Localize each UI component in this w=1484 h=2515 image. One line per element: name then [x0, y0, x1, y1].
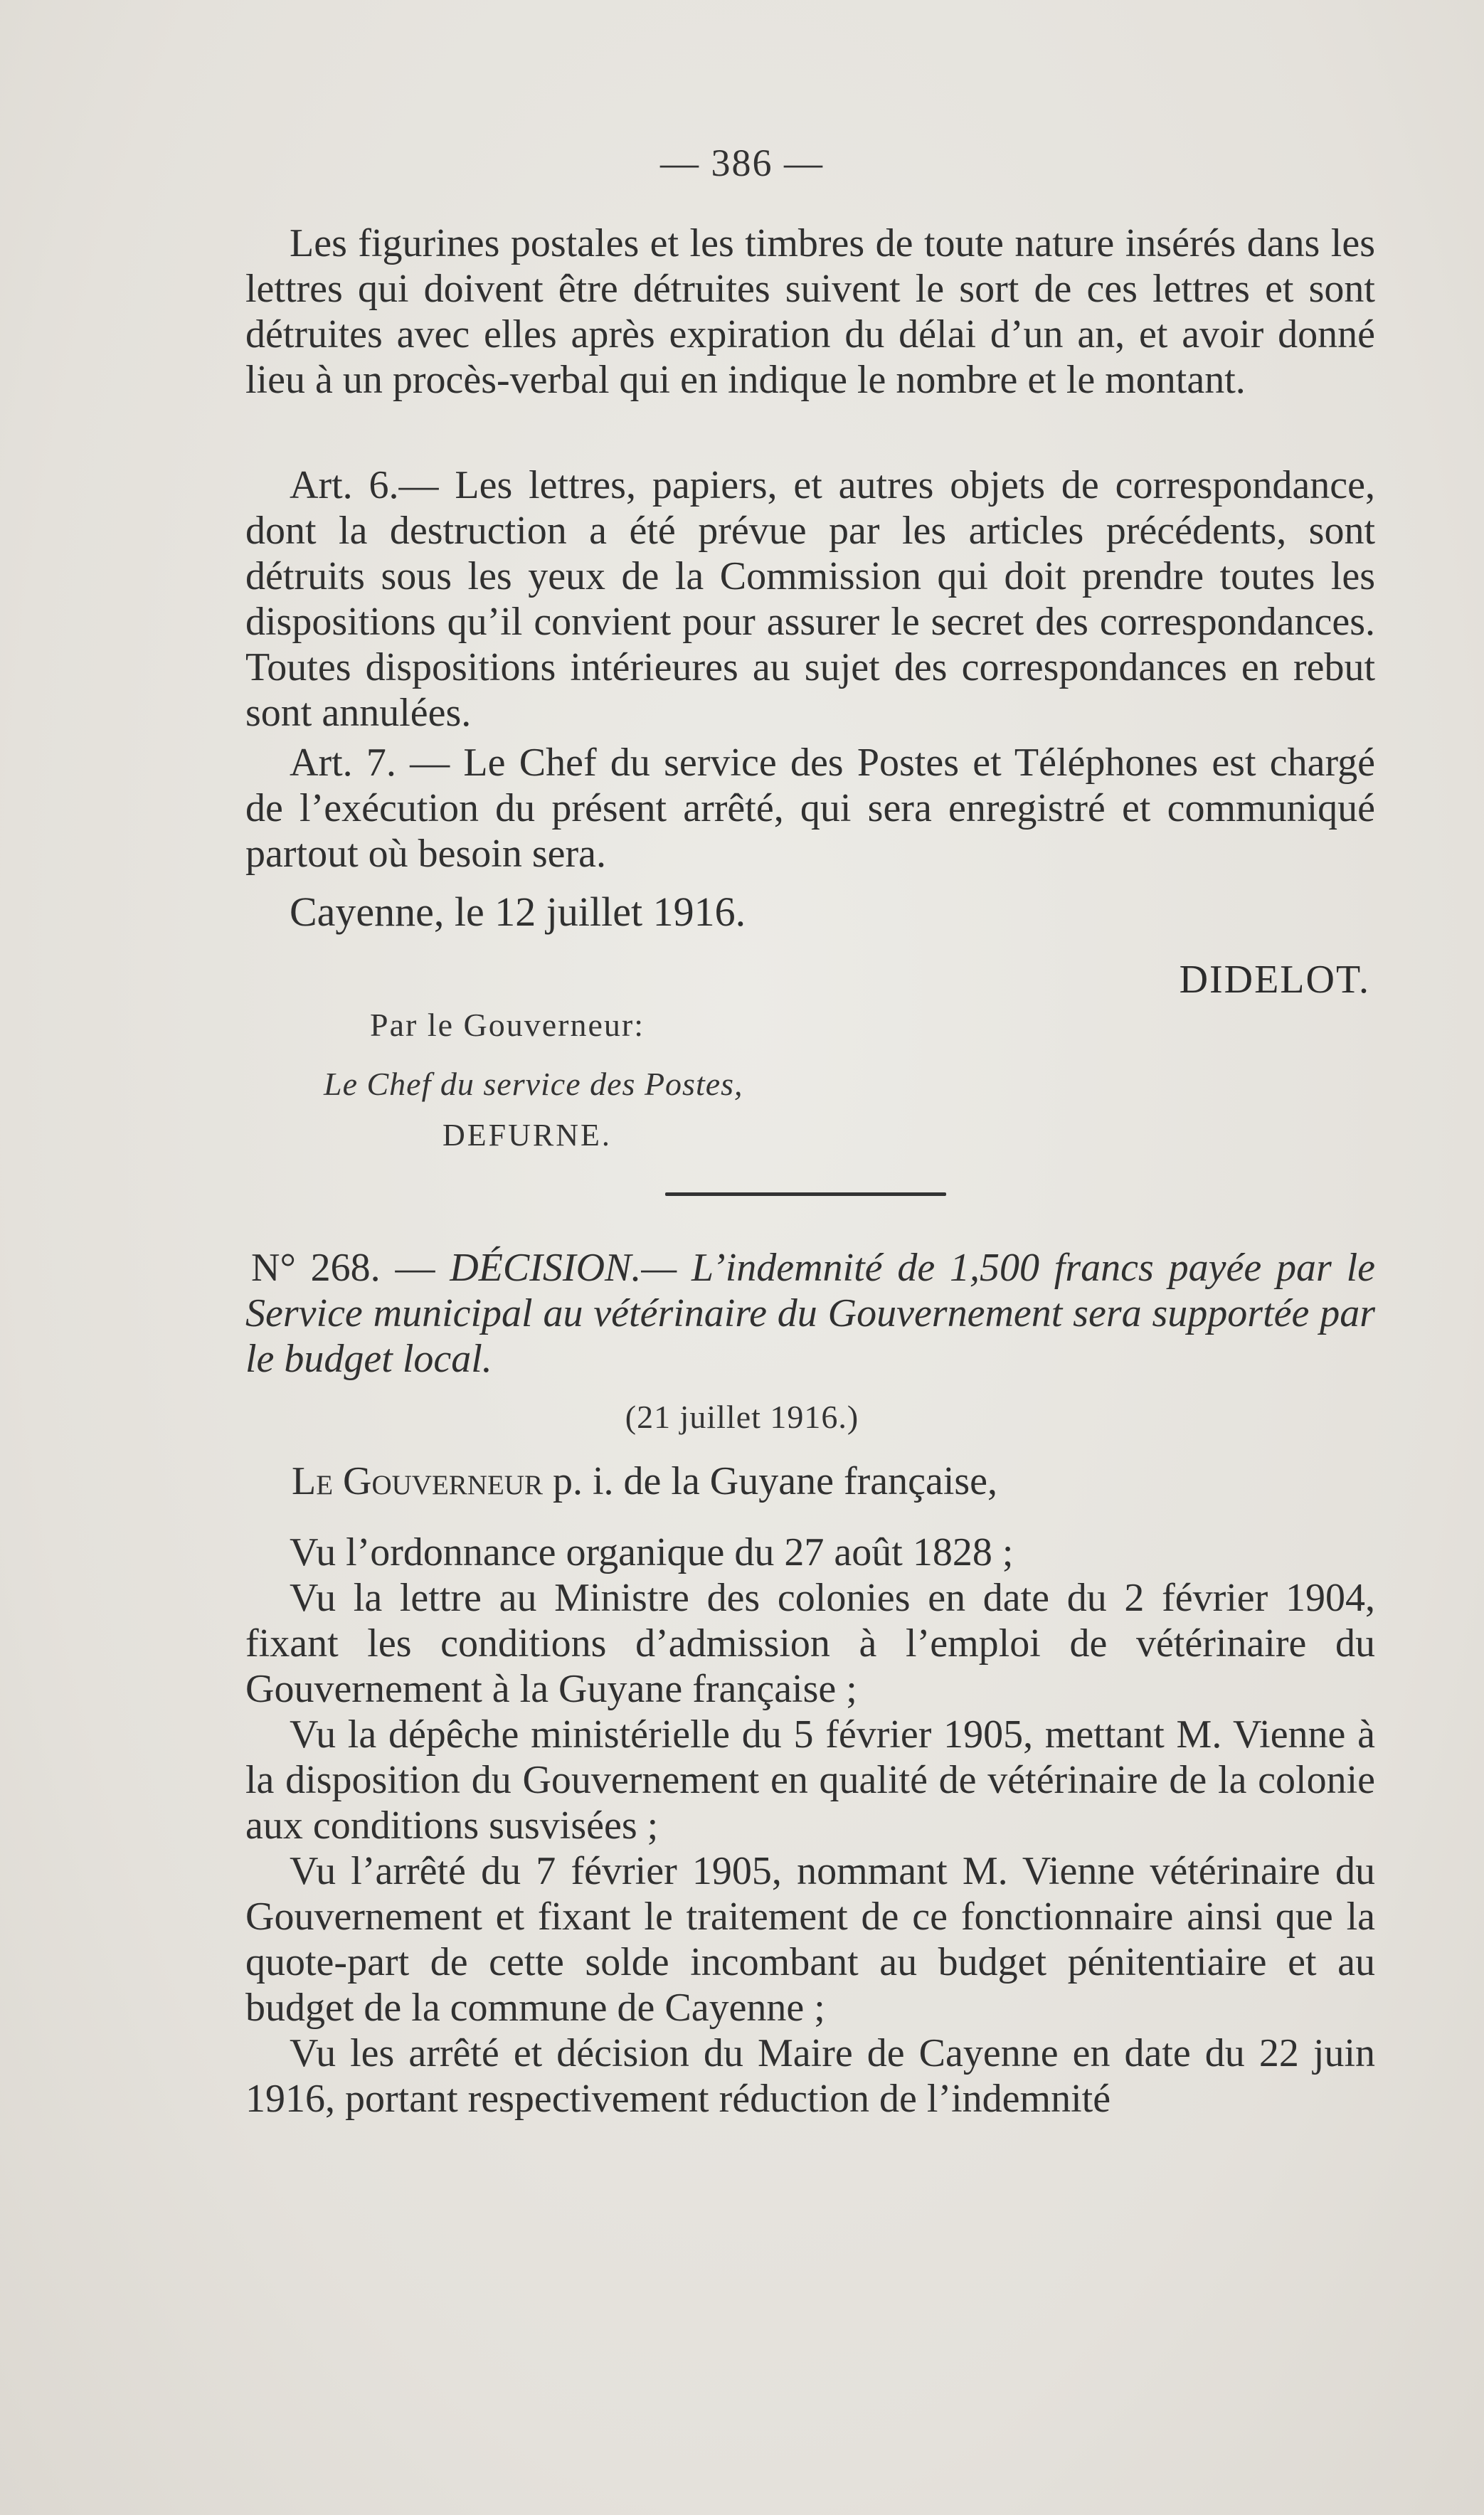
vu-paragraph — [245, 1848, 1375, 2030]
vu-text: Vu la dépêche ministérielle du 5 février 1905, mettant M. Vienne à la disposition du Gouvernement en qualité de vétérinaire de la colonie aux conditions susvisées ; — [245, 1712, 1375, 1848]
paragraph-text: Les figurines postales et les timbres de toute nature insérés dans les lettres qui doivent être détruites suivent le sort de ces lettres et sont détruites avec elles après expiration du délai d’un an, et avoir donné lieu à un procès-verbal qui en indique le nombre et le montant. — [245, 221, 1375, 402]
decision-heading — [245, 1245, 1375, 1382]
gouverneur-caps: Le Gouverneur — [292, 1459, 543, 1503]
signature-didelot: DIDELOT. — [1179, 958, 1370, 1002]
paragraph-article-6 — [245, 462, 1375, 736]
gouverneur-rest: p. i. de la Guyane française, — [542, 1459, 998, 1503]
vu-paragraph — [245, 1712, 1375, 1848]
vu-text: Vu l’arrêté du 7 février 1905, nommant M. Vienne vétérinaire du Gouvernement et fixant le traitement de ce fonctionnaire ainsi que la quote-part de cette solde incombant au budget pénitentiaire et au budget de la commune de Cayenne ; — [245, 1849, 1375, 2030]
signature-defurne: DEFURNE. — [442, 1118, 612, 1153]
paragraph-article-7 — [245, 740, 1375, 877]
page-number: — 386 — — [660, 142, 824, 184]
par-le-gouverneur: Par le Gouverneur: — [370, 1007, 645, 1043]
vu-text: Vu la lettre au Ministre des colonies en date du 2 février 1904, fixant les conditions d’admission à l’emploi de vétérinaire du Gouvernement à la Guyane française ; — [245, 1576, 1375, 1711]
paragraph-text: Art. 7. — Le Chef du service des Postes et Téléphones est chargé de l’exécution du présent arrêté, qui sera enregistré et communiqué partout où besoin sera. — [245, 741, 1375, 876]
decision-subject: L’indemnité de 1,500 francs payée par le Service municipal au vétérinaire du Gouvernement sera supportée par le budget local. — [245, 1246, 1376, 1381]
decision-date: (21 juillet 1916.) — [625, 1399, 859, 1435]
paragraph-text: Art. 6.— Les lettres, papiers, et autres objets de correspondance, dont la destruction a été prévue par les articles précédents, sont détruits sous les yeux de la Commission qui doit prendre toutes les dispositions qu’il convient pour assurer le secret des correspondances. Toutes dispositions intérieures au sujet des correspondances en rebut sont annulées. — [245, 463, 1375, 735]
vu-block — [245, 1530, 1375, 2122]
vu-paragraph — [245, 2030, 1375, 2122]
dateline-text: Cayenne, le 12 juillet 1916. — [290, 889, 746, 935]
decision-title: DÉCISION.— — [450, 1246, 677, 1290]
dateline — [245, 889, 1375, 935]
gouverneur-line — [292, 1458, 997, 1504]
vu-paragraph — [245, 1530, 1375, 1575]
decision-number: N° 268. — — [251, 1246, 435, 1290]
section-divider — [665, 1192, 946, 1196]
vu-paragraph — [245, 1575, 1375, 1712]
vu-text: Vu les arrêté et décision du Maire de Cayenne en date du 22 juin 1916, portant respectivement réduction de l’indemnité — [245, 2031, 1375, 2121]
paragraph-figurines — [245, 221, 1375, 403]
vu-text: Vu l’ordonnance organique du 27 août 1828 ; — [290, 1530, 1014, 1574]
chef-service-postes: Le Chef du service des Postes, — [324, 1066, 743, 1102]
